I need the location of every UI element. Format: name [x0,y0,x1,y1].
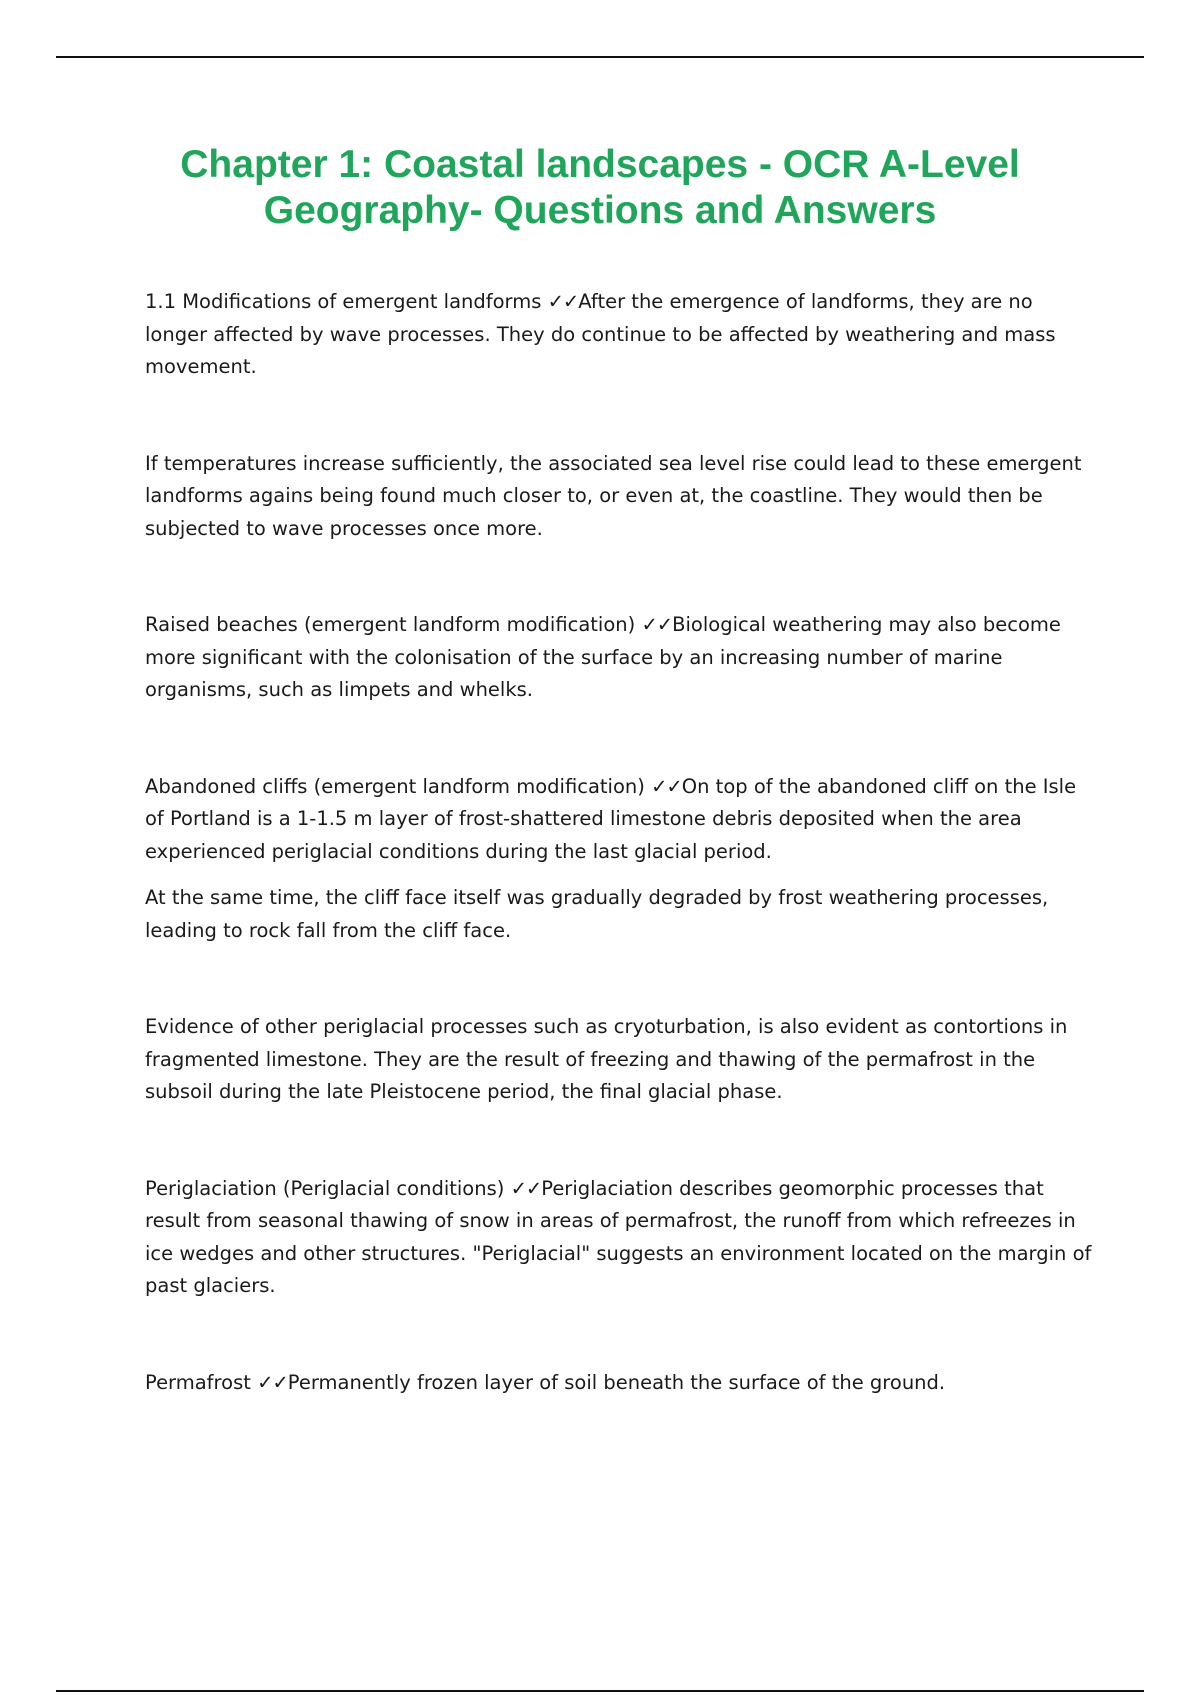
qa-term: 1.1 Modifications of emergent landforms [145,290,548,313]
qa-paragraph [145,448,1095,546]
document-body [145,286,1095,1399]
check-mark-icon: ✓✓ [257,1370,288,1394]
check-mark-icon: ✓✓ [510,1176,542,1200]
qa-answer: Evidence of other periglacial processes such as cryoturbation, is also evident as contortions in fragmented limestone. They are the result of freezing and thawing of the permafrost in the subsoil during the late Pleistocene period, the final glacial phase. [145,1015,1068,1103]
qa-paragraph [145,1173,1095,1303]
qa-term: Abandoned cliffs (emergent landform modification) [145,774,652,798]
bottom-rule [56,1690,1144,1692]
qa-paragraph [145,882,1095,947]
qa-paragraph [145,609,1095,707]
qa-paragraph [145,1367,1095,1400]
qa-paragraph [145,771,1095,869]
qa-answer: Periglaciation describes geomorphic processes that result from seasonal thawing of snow in areas of permafrost, the runoff from which refreezes in ice wedges and other structures. "Periglacial" suggests an environment located on the margin of past glaciers. [145,1176,1092,1297]
qa-answer: Biological weathering may also become more significant with the colonisation of the surface by an increasing number of marine organisms, such as limpets and whelks. [145,613,1061,701]
qa-term: Periglaciation (Periglacial conditions) [145,1176,511,1200]
check-mark-icon: ✓✓ [547,290,579,313]
qa-answer: At the same time, the cliff face itself was gradually degraded by frost weathering processes, leading to rock fall from the cliff face. [145,886,1049,942]
top-rule [56,56,1144,58]
qa-paragraph [145,286,1095,384]
document-title: Chapter 1: Coastal landscapes - OCR A-Level Geography- Questions and Answers [180,143,1020,232]
qa-answer: If temperatures increase sufficiently, the associated sea level rise could lead to these emergent landforms agains being found much closer to, or even at, the coastline. They would then be subjected to wave processes once more. [145,451,1082,540]
qa-answer: After the emergence of landforms, they are no longer affected by wave processes. They do continue to be affected by weathering and mass movement. [145,290,1056,378]
check-mark-icon: ✓✓ [641,613,673,636]
qa-answer: On top of the abandoned cliff on the Isle of Portland is a 1-1.5 m layer of frost-shattered limestone debris deposited when the area experienced periglacial conditions during the last glacial period. [145,774,1077,863]
qa-term: Permafrost [145,1370,258,1394]
qa-paragraph [145,1011,1095,1109]
qa-answer: Permanently frozen layer of soil beneath the surface of the ground. [287,1370,946,1394]
qa-term: Raised beaches (emergent landform modification) [145,613,642,636]
check-mark-icon: ✓✓ [651,774,682,798]
